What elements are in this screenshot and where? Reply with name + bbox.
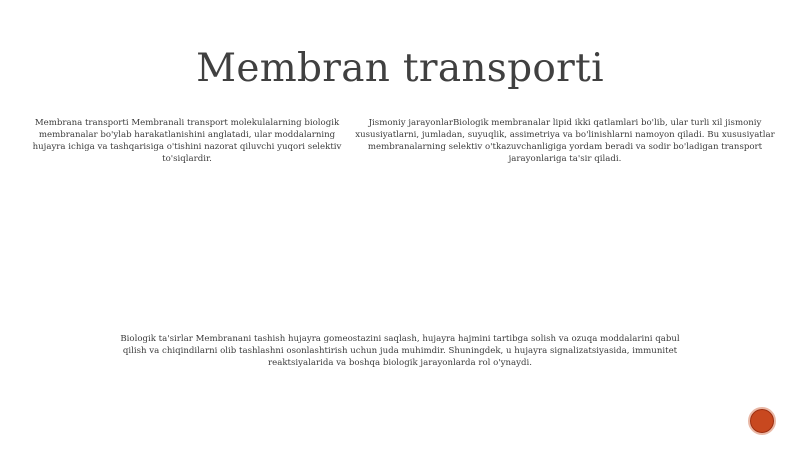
slide-title: Membran transporti [196,46,604,92]
circle-button-icon[interactable] [748,407,776,435]
paragraph-physical-processes: Jismoniy jarayonlarBiologik membranalar lipid ikki qatlamlari bo'lib, ular turli xil jismoniy xususiyatlarni, jumladan, suyuqlik, assimetriya va bo'linishlarni namoyon qiladi. Bu xususiyatlar membranalarning selektiv o'tkazuvchanligiga yordam beradi va sodir bo'ladigan transport jarayonlariga ta'sir qiladi. [355,118,775,164]
paragraph-membrane-transport: Membrana transporti Membranali transport molekulalarning biologik membranalar bo'ylab harakatlanishini anglatadi, ular moddalarning hujayra ichiga va tashqarisiga o'tishini nazorat qiluvchi yuqori selektiv to'siqlardir. [32,118,342,164]
paragraph-biological-effects: Biologik ta'sirlar Membranani tashish hujayra gomeostazini saqlash, hujayra hajmini tartibga solish va ozuqa moddalarini qabul qilish va chiqindilarni olib tashlashni osonlashtirish uchun juda muhimdir. Shuningdek, u hujayra signalizatsiyasida, immunitet reaktsiyalarida va boshqa biologik jarayonlarda rol o'ynaydi. [120,334,680,368]
